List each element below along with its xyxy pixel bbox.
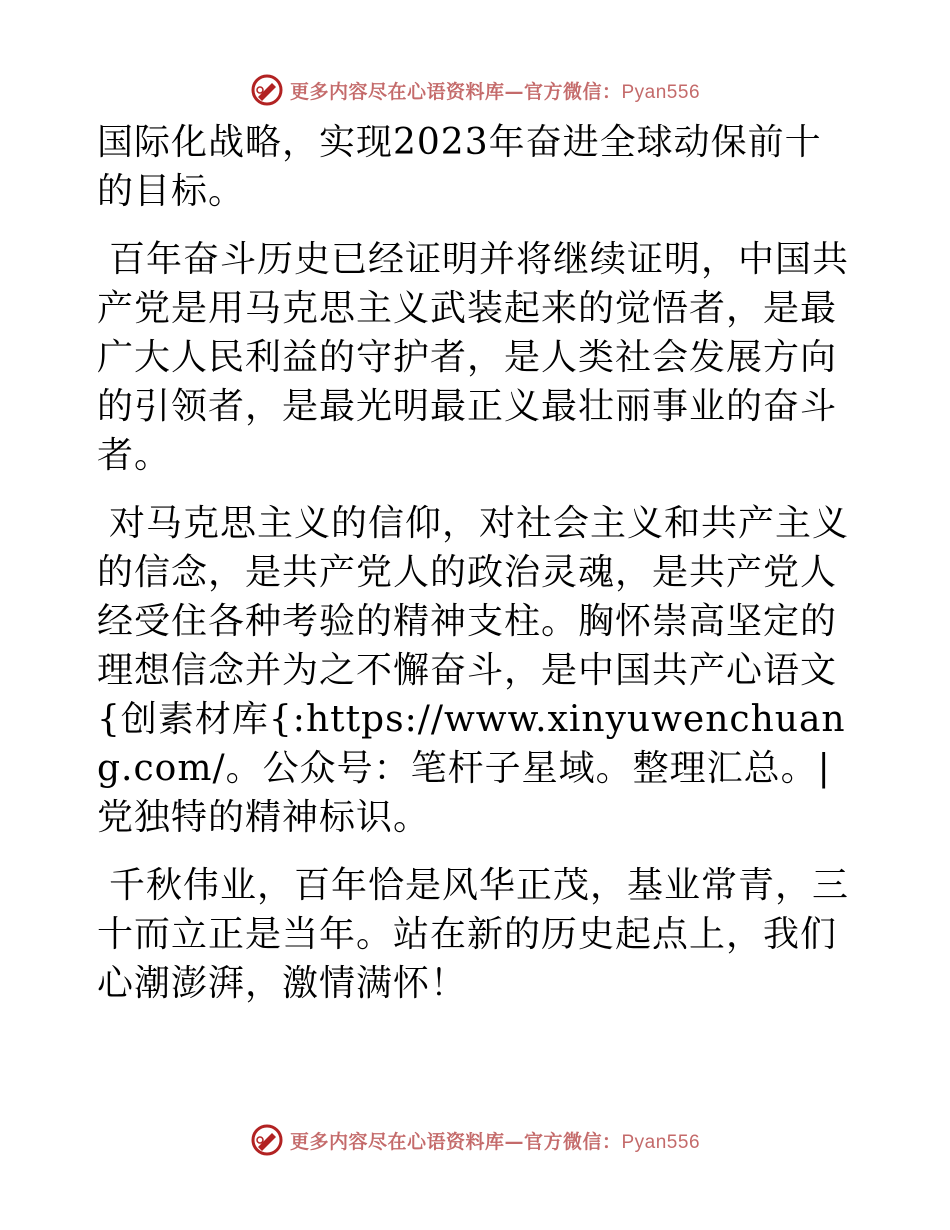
pen-logo-icon: [250, 1123, 284, 1157]
footer-banner: [0, 1120, 950, 1160]
document-body: [97, 118, 857, 1027]
header-banner-text: 更多内容尽在心语资料库—官方微信：Pyan556: [289, 80, 701, 103]
paragraph-4: 千秋伟业，百年恰是风华正茂，基业常青，三十而立正是当年。站在新的历史起点上，我们心潮澎湃，激情满怀！: [97, 865, 850, 1004]
pen-logo-icon: [250, 73, 284, 107]
paragraph-2: 百年奋斗历史已经证明并将继续证明，中国共产党是用马克思主义武装起来的觉悟者，是最广大人民利益的守护者，是人类社会发展方向的引领者，是最光明最正义最壮丽事业的奋斗者。: [97, 239, 850, 476]
paragraph-1: 国际化战略，实现2023年奋进全球动保前十的目标。: [97, 122, 822, 212]
header-banner: [0, 70, 950, 110]
paragraph-3: 对马克思主义的信仰，对社会主义和共产主义的信念，是共产党人的政治灵魂，是共产党人经受住各种考验的精神支柱。胸怀崇高坚定的理想信念并为之不懈奋斗，是中国共产心语文{创素材库{:https://www.xinyuwenchuang.com/。公众号：笔杆子星域。整理汇总。|党独特的精神标识。: [97, 503, 850, 838]
footer-banner-text: 更多内容尽在心语资料库—官方微信：Pyan556: [289, 1130, 701, 1153]
